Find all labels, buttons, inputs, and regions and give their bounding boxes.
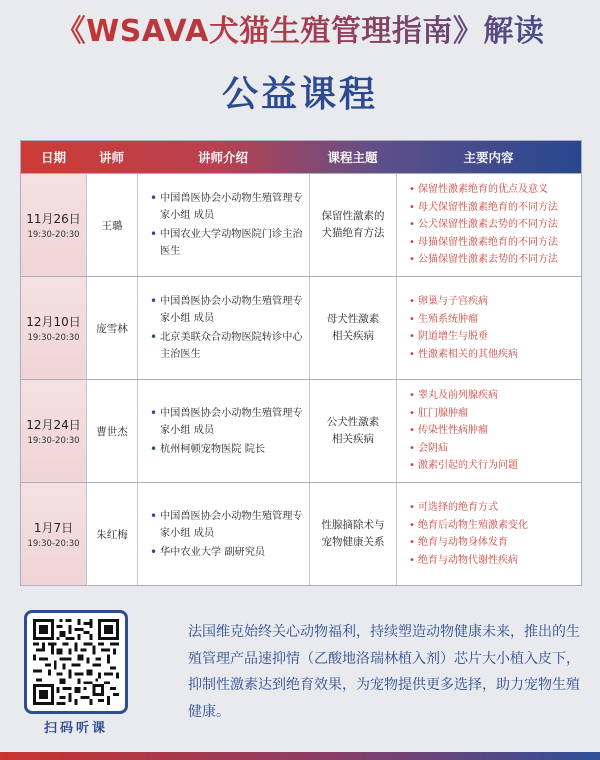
- course-topic-line: 宠物健康关系: [321, 536, 385, 548]
- course-date: 11月26日: [26, 212, 81, 226]
- teacher-intro-item: • 中国兽医协会小动物生殖管理专家小组 成员: [150, 293, 305, 327]
- teacher-intro-item: • 北京美联众合动物医院转诊中心主治医生: [150, 329, 305, 363]
- qr-code[interactable]: [24, 610, 128, 714]
- course-topic-cell: [309, 277, 396, 379]
- column-header-content: 主要内容: [463, 150, 514, 165]
- teacher-intro-cell: [137, 277, 309, 379]
- content-item: • 性激素相关的其他疾病: [409, 346, 581, 364]
- content-item: • 绝育与动物身体发育: [409, 534, 581, 552]
- teacher-intro-cell: [137, 174, 309, 276]
- scan-to-listen-label: 扫码听课: [43, 721, 108, 736]
- content-item: • 肛门腺肿瘤: [409, 405, 581, 423]
- teacher-intro-item: • 杭州柯顿宠物医院 院长: [150, 441, 305, 458]
- content-item: • 激素引起的犬行为问题: [409, 457, 581, 475]
- course-time: 19:30-20:30: [27, 539, 80, 549]
- teacher-intro-item: • 中国兽医协会小动物生殖管理专家小组 成员: [150, 508, 305, 542]
- course-date: 12月24日: [26, 418, 81, 432]
- main-content-cell: [396, 483, 581, 585]
- content-item: • 母猫保留性激素绝育的不同方法: [409, 234, 581, 252]
- qr-code-icon: [33, 619, 119, 705]
- course-date: 1月7日: [33, 521, 74, 535]
- product-description: 法国维克始终关心动物福利，持续塑造动物健康未来，推出的生殖管理产品速抑情（乙酸地洛瑞林植入剂）芯片大小植入皮下，抑制性激素达到绝育效果，为宠物提供更多选择，助力宠物生殖健康。: [188, 624, 580, 720]
- course-schedule-table: [20, 140, 582, 586]
- main-content-cell: [396, 380, 581, 482]
- teacher-intro-item: • 中国兽医协会小动物生殖管理专家小组 成员: [150, 190, 305, 224]
- course-topic-line: 相关疾病: [332, 433, 374, 445]
- main-content-cell: [396, 277, 581, 379]
- date-cell: [21, 380, 86, 482]
- course-time: 19:30-20:30: [27, 436, 80, 446]
- course-time: 19:30-20:30: [27, 230, 80, 240]
- content-item: • 会阴疝: [409, 440, 581, 458]
- course-topic-line: 保留性激素的: [321, 210, 385, 222]
- content-item: • 卵巢与子宫疾病: [409, 293, 581, 311]
- course-topic-line: 性腺摘除术与: [321, 519, 385, 531]
- content-item: • 阴道增生与脱垂: [409, 328, 581, 346]
- teacher-name: 王璐: [86, 174, 137, 276]
- column-header-teacher: 讲师: [98, 150, 124, 165]
- table-row: [21, 482, 581, 585]
- column-header-date: 日期: [40, 150, 66, 165]
- main-content-cell: [396, 174, 581, 276]
- page-title: 《WSAVA犬猫生殖管理指南》解读: [0, 6, 600, 50]
- content-item: • 公犬保留性激素去势的不同方法: [409, 216, 581, 234]
- course-topic-line: 犬猫绝育方法: [321, 227, 385, 239]
- table-row: [21, 276, 581, 379]
- teacher-intro-item: • 华中农业大学 副研究员: [150, 544, 305, 561]
- content-item: • 保留性激素绝育的优点及意义: [409, 181, 581, 199]
- table-header: [21, 141, 581, 173]
- teacher-intro-item: • 中国兽医协会小动物生殖管理专家小组 成员: [150, 405, 305, 439]
- column-header-topic: 课程主题: [327, 150, 378, 165]
- page-subtitle: 公益课程: [221, 74, 378, 115]
- column-header-intro: 讲师介绍: [197, 150, 248, 165]
- teacher-intro-cell: [137, 380, 309, 482]
- table-row: [21, 379, 581, 482]
- course-topic-line: 相关疾病: [332, 330, 374, 342]
- content-item: • 母犬保留性激素绝育的不同方法: [409, 199, 581, 217]
- course-topic-line: 公犬性激素: [326, 416, 380, 428]
- content-item: • 睾丸及前列腺疾病: [409, 387, 581, 405]
- course-topic-line: 母犬性激素: [326, 313, 380, 325]
- content-item: • 绝育与动物代谢性疾病: [409, 552, 581, 570]
- table-row: [21, 173, 581, 276]
- content-item: • 绝育后动物生殖激素变化: [409, 517, 581, 535]
- teacher-intro-cell: [137, 483, 309, 585]
- course-time: 19:30-20:30: [27, 333, 80, 343]
- teacher-name: 曹世杰: [86, 380, 137, 482]
- course-topic-cell: [309, 380, 396, 482]
- teacher-name: 朱红梅: [86, 483, 137, 585]
- content-item: • 可选择的绝育方式: [409, 499, 581, 517]
- content-item: • 生殖系统肿瘤: [409, 311, 581, 329]
- date-cell: [21, 174, 86, 276]
- teacher-intro-item: • 中国农业大学动物医院门诊主治医生: [150, 226, 305, 260]
- course-date: 12月10日: [26, 315, 81, 329]
- teacher-name: 庞雪林: [86, 277, 137, 379]
- course-topic-cell: [309, 483, 396, 585]
- date-cell: [21, 277, 86, 379]
- course-topic-cell: [309, 174, 396, 276]
- bottom-decoration-bar: [0, 752, 600, 760]
- date-cell: [21, 483, 86, 585]
- content-item: • 传染性性病肿瘤: [409, 422, 581, 440]
- content-item: • 公猫保留性激素去势的不同方法: [409, 251, 581, 269]
